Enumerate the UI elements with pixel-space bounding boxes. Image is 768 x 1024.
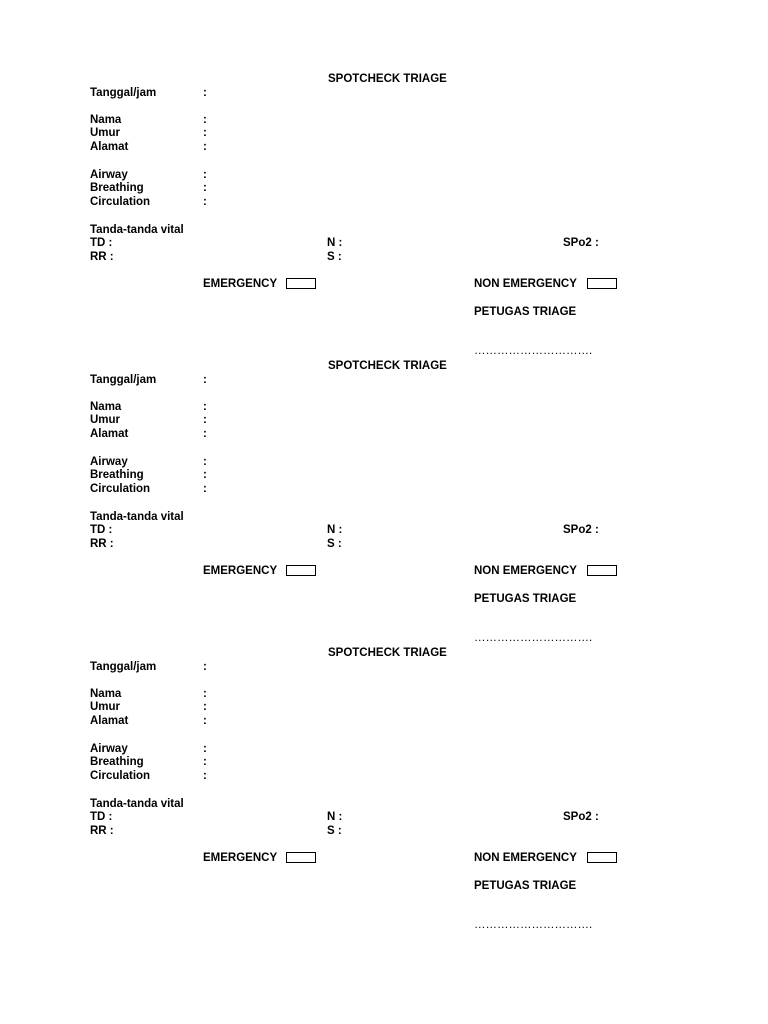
triage-form-1 (0, 73, 768, 360)
label-non-emergency: NON EMERGENCY (474, 278, 577, 290)
form-title: SPOTCHECK TRIAGE (328, 647, 447, 659)
label-spo2: SPo2 : (563, 524, 599, 536)
signature-line: …………………………. (474, 919, 593, 931)
label-spo2: SPo2 : (563, 237, 599, 249)
emergency-checkbox[interactable] (286, 852, 316, 863)
non-emergency-checkbox[interactable] (587, 278, 617, 289)
colon-umur: : (203, 127, 207, 139)
label-breathing: Breathing (90, 756, 144, 768)
non-emergency-checkbox[interactable] (587, 852, 617, 863)
colon-circulation: : (203, 483, 207, 495)
label-rr: RR : (90, 825, 114, 837)
vitals-heading: Tanda-tanda vital (90, 798, 184, 810)
label-n: N : (327, 811, 343, 823)
colon-nama: : (203, 401, 207, 413)
colon-umur: : (203, 701, 207, 713)
label-s: S : (327, 825, 342, 837)
label-emergency: EMERGENCY (203, 852, 278, 864)
label-tanggal: Tanggal/jam (90, 374, 157, 386)
label-tanggal: Tanggal/jam (90, 87, 157, 99)
label-nama: Nama (90, 401, 122, 413)
label-nama: Nama (90, 114, 122, 126)
label-non-emergency: NON EMERGENCY (474, 565, 577, 577)
label-non-emergency: NON EMERGENCY (474, 852, 577, 864)
triage-form-2 (0, 360, 768, 647)
label-emergency: EMERGENCY (203, 278, 278, 290)
label-petugas: PETUGAS TRIAGE (474, 306, 577, 318)
triage-form-3 (0, 647, 768, 934)
colon-circulation: : (203, 196, 207, 208)
colon-breathing: : (203, 756, 207, 768)
vitals-heading: Tanda-tanda vital (90, 224, 184, 236)
label-alamat: Alamat (90, 141, 129, 153)
label-rr: RR : (90, 251, 114, 263)
label-s: S : (327, 251, 342, 263)
colon-airway: : (203, 743, 207, 755)
non-emergency-checkbox[interactable] (587, 565, 617, 576)
colon-alamat: : (203, 141, 207, 153)
colon-tanggal: : (203, 87, 207, 99)
colon-circulation: : (203, 770, 207, 782)
label-tanggal: Tanggal/jam (90, 661, 157, 673)
label-breathing: Breathing (90, 469, 144, 481)
label-umur: Umur (90, 414, 121, 426)
label-petugas: PETUGAS TRIAGE (474, 593, 577, 605)
label-td: TD : (90, 524, 113, 536)
label-petugas: PETUGAS TRIAGE (474, 880, 577, 892)
label-alamat: Alamat (90, 428, 129, 440)
vitals-heading: Tanda-tanda vital (90, 511, 184, 523)
label-circulation: Circulation (90, 483, 151, 495)
label-umur: Umur (90, 127, 121, 139)
label-rr: RR : (90, 538, 114, 550)
label-airway: Airway (90, 169, 128, 181)
colon-airway: : (203, 456, 207, 468)
label-breathing: Breathing (90, 182, 144, 194)
signature-line: …………………………. (474, 632, 593, 644)
label-n: N : (327, 524, 343, 536)
label-airway: Airway (90, 743, 128, 755)
label-n: N : (327, 237, 343, 249)
label-emergency: EMERGENCY (203, 565, 278, 577)
colon-tanggal: : (203, 374, 207, 386)
signature-line: …………………………. (474, 345, 593, 357)
label-s: S : (327, 538, 342, 550)
label-td: TD : (90, 811, 113, 823)
label-spo2: SPo2 : (563, 811, 599, 823)
colon-umur: : (203, 414, 207, 426)
colon-tanggal: : (203, 661, 207, 673)
colon-alamat: : (203, 428, 207, 440)
emergency-checkbox[interactable] (286, 278, 316, 289)
label-td: TD : (90, 237, 113, 249)
label-umur: Umur (90, 701, 121, 713)
colon-alamat: : (203, 715, 207, 727)
label-circulation: Circulation (90, 770, 151, 782)
form-title: SPOTCHECK TRIAGE (328, 73, 447, 85)
label-airway: Airway (90, 456, 128, 468)
label-nama: Nama (90, 688, 122, 700)
label-circulation: Circulation (90, 196, 151, 208)
colon-breathing: : (203, 469, 207, 481)
colon-nama: : (203, 114, 207, 126)
colon-nama: : (203, 688, 207, 700)
colon-breathing: : (203, 182, 207, 194)
colon-airway: : (203, 169, 207, 181)
label-alamat: Alamat (90, 715, 129, 727)
emergency-checkbox[interactable] (286, 565, 316, 576)
form-title: SPOTCHECK TRIAGE (328, 360, 447, 372)
